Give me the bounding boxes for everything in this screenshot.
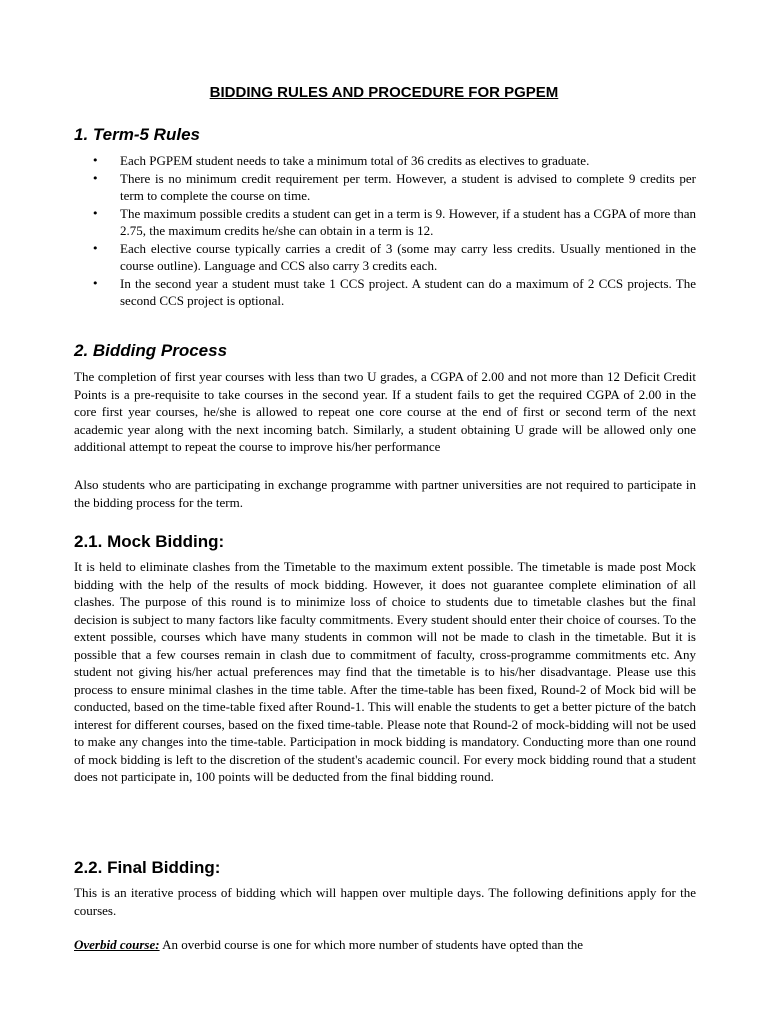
section-heading-bidding-process: 2. Bidding Process (74, 341, 228, 360)
bullet-icon: • (92, 171, 99, 185)
overbid-course-definition (74, 936, 696, 954)
section-heading-mock-bidding: 2.1. Mock Bidding: (74, 532, 225, 551)
bullet-icon: • (92, 276, 99, 290)
list-item-text: In the second year a student must take 1 CCS project. A student can do a maximum of 2 CCS projects. The second CCS project is optional. (120, 275, 696, 308)
document-title: BIDDING RULES AND PROCEDURE FOR PGPEM (209, 84, 559, 101)
list-item (92, 170, 696, 205)
list-item-text: Each PGPEM student needs to take a minimum total of 36 credits as electives to graduate. (120, 153, 590, 168)
section-heading-final-bidding: 2.2. Final Bidding: (74, 858, 221, 877)
bidding-process-paragraph: The completion of first year courses with less than two U grades, a CGPA of 2.00 and not more than 12 Deficit Credit Points is a pre-requisite to take courses in the second year. If a student fails to get the required CGPA of 2.00 in the core first year courses, he/she is allowed to repeat one core course at the end of first or second term of the next academic year along with the next incoming batch. Similarly, a student obtaining U grade will be allowed only one additional attempt to repeat the course to improve his/her performance (74, 369, 696, 454)
overbid-course-text: An overbid course is one for which more number of students have opted than the (159, 937, 584, 952)
list-item-text: The maximum possible credits a student can get in a term is 9. However, if a student has a CGPA of more than 2.75, the maximum credits he/she can obtain in a term is 12. (120, 205, 696, 238)
mock-bidding-paragraph: It is held to eliminate clashes from the Timetable to the maximum extent possible. The timetable is made post Mock bidding with the help of the results of mock bidding. However, it does not guarantee complete elimination of all clashes. The purpose of this round is to minimize loss of choice to students due to timetable clashes but the final decision is subject to many factors like faculty commitments. Every student should enter their choice of courses. To the extent possible, courses which have many students in common will not be made to clash in the timetable. But it is possible that a few courses remain in clash due to commitment of faculty, cross-programme commitments etc. Any student not giving his/her actual preferences may find that the timetable is to his/her disadvantage. Please use this process to ensure minimal clashes in the time table. After the time-table has been fixed, Round-2 of Mock bid will be conducted, based on the time-table fixed after Round-1. This will enable the students to get a better picture of the batch interest for different courses, based on the fixed time-table. Please note that Round-2 of mock-bidding will not be used to make any changes into the time-table. Participation in mock bidding is mandatory. Conducting more than one round of mock bidding is left to the discretion of the student's academic council. For every mock bidding round that a student does not participate in, 100 points will be deducted from the final bidding round. (74, 559, 696, 784)
bullet-icon: • (92, 206, 99, 220)
list-item (92, 275, 696, 310)
list-item-text: Each elective course typically carries a credit of 3 (some may carry less credits. Usually mentioned in the course outline). Language and CCS also carry 3 credits each. (120, 240, 696, 273)
bullet-icon: • (92, 154, 99, 167)
list-item (92, 152, 696, 170)
exchange-programme-paragraph: Also students who are participating in exchange programme with partner universities are not required to participate in the bidding process for the term. (74, 477, 696, 510)
term5-rules-list (92, 152, 696, 310)
list-item (92, 240, 696, 275)
bullet-icon: • (92, 241, 99, 255)
list-item-text: There is no minimum credit requirement per term. However, a student is advised to complete 9 credits per term to complete the course on time. (120, 170, 696, 203)
list-item (92, 205, 696, 240)
final-bidding-paragraph: This is an iterative process of bidding which will happen over multiple days. The following definitions apply for the courses. (74, 885, 696, 918)
overbid-course-term: Overbid course: (74, 937, 160, 952)
section-heading-term5-rules: 1. Term-5 Rules (74, 125, 200, 144)
